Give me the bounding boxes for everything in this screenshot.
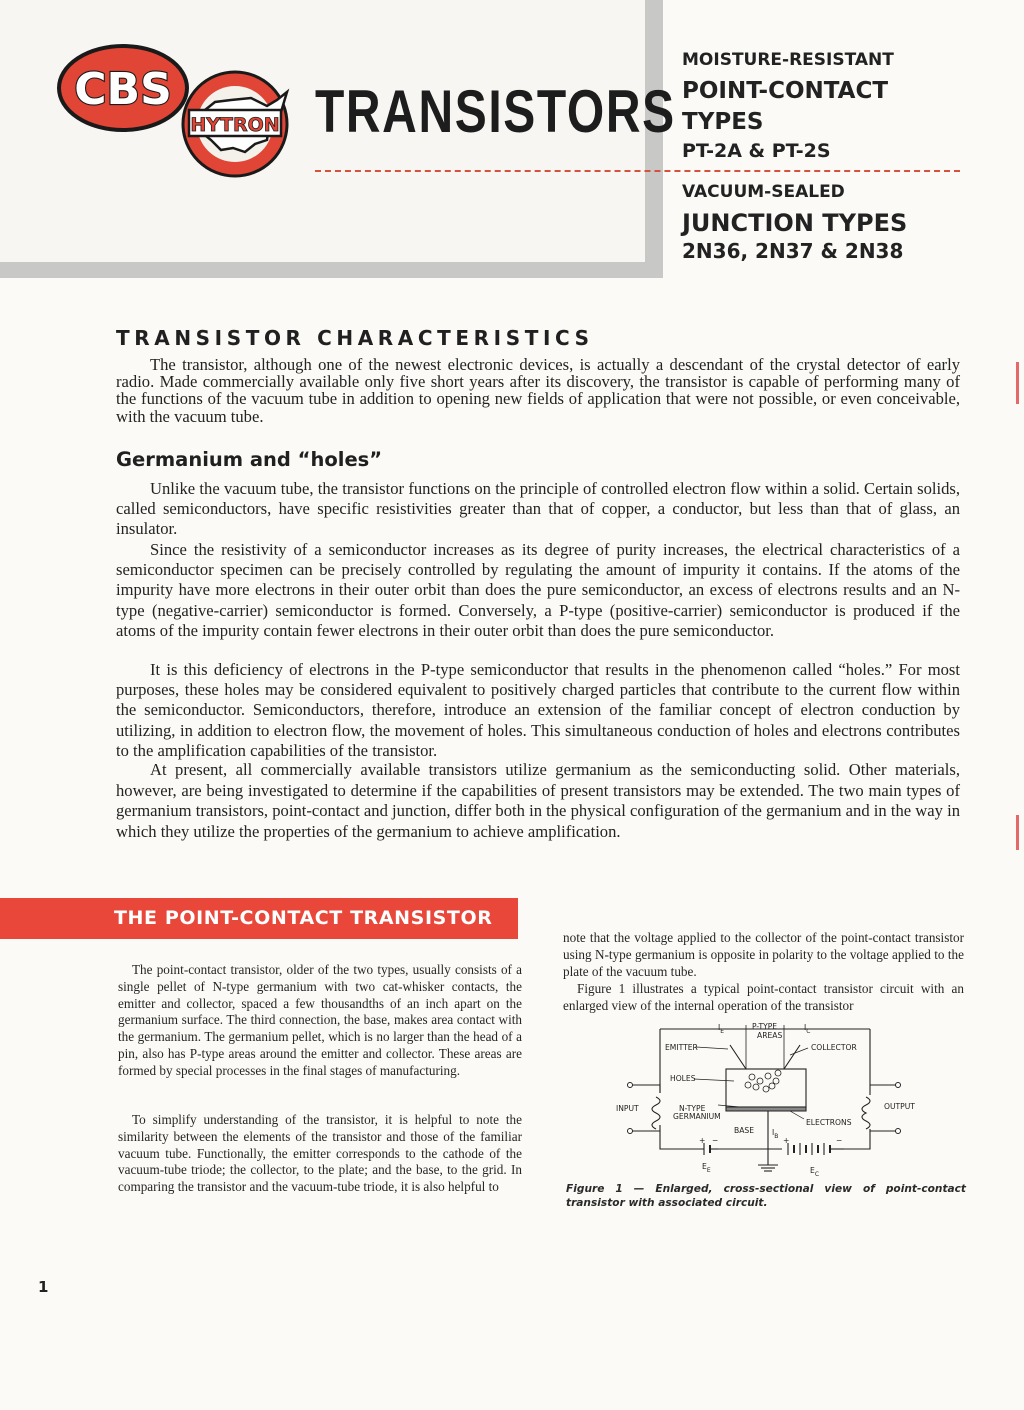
cbs-letters: CBS: [74, 64, 172, 115]
header-line-junction: JUNCTION TYPES: [682, 209, 908, 237]
header-shadow: [0, 262, 663, 278]
label-ib-main: I: [772, 1128, 775, 1137]
label-minus-ec: −: [836, 1136, 843, 1145]
label-input: INPUT: [616, 1104, 639, 1113]
header-line-types: TYPES: [682, 109, 764, 135]
page-title: TRANSISTORS: [315, 78, 676, 145]
body-paragraph: Unlike the vacuum tube, the transistor functions on the principle of controlled electron flow within a solid. Certain solids, called semiconductors, have specific resistivities greater than that of copper, a conductor, but less than that of glass, an insulator.: [116, 479, 960, 539]
subheading: Germanium and “holes”: [116, 448, 383, 471]
label-emitter: EMITTER: [665, 1043, 698, 1052]
label-base: BASE: [734, 1126, 755, 1135]
label-germanium: GERMANIUM: [673, 1112, 721, 1121]
left-column-paragraph: To simplify understanding of the transistor, it is helpful to note the similarity between the elements of the transistor and those of the familiar vacuum tube. Functionally, the emitter corresponds to the cathode of the vacuum-tube triode; the collector, to the plate; and the base, to the grid. In comparing the transistor and the vacuum-tube triode, it is also helpful to: [118, 1112, 522, 1195]
label-ib: [772, 1128, 778, 1140]
label-ib-sub: B: [774, 1133, 779, 1140]
label-ic-main: I: [804, 1023, 807, 1032]
label-ee-main: E: [702, 1162, 707, 1171]
margin-mark: [1016, 362, 1019, 404]
label-ee-sub: E: [706, 1167, 711, 1174]
header-line-2n-models: 2N36, 2N37 & 2N38: [682, 239, 904, 263]
page-number: 1: [38, 1278, 49, 1296]
intro-paragraph: The transistor, although one of the newest electronic devices, is actually a descendant of the crystal detector of early radio. Made commercially available only five short years after its discovery, the transistor is capable of performing many of the functions of the vacuum tube in addition to opening new fields of application that were not possible, or even conceivable, with the vacuum tube.: [116, 355, 960, 426]
header-line-vacuum: VACUUM-SEALED: [682, 182, 845, 202]
label-ie: [718, 1023, 724, 1035]
label-ie-main: I: [718, 1023, 721, 1032]
hytron-wordmark: HYTRON: [190, 114, 280, 136]
header-divider: [315, 170, 960, 172]
label-collector: COLLECTOR: [811, 1043, 857, 1052]
cbs-hytron-logo: [55, 40, 305, 180]
label-ic: [804, 1023, 810, 1035]
label-ee: [702, 1162, 711, 1174]
label-minus-ee: −: [712, 1136, 719, 1145]
header-line-pt-models: PT-2A & PT-2S: [682, 140, 831, 162]
right-column-paragraph: note that the voltage applied to the collector of the point-contact transistor using N-type germanium is opposite in polarity to the voltage applied to the plate of the vacuum tube.: [563, 930, 964, 979]
margin-mark: [1016, 815, 1019, 850]
body-paragraph: Since the resistivity of a semiconductor increases as its degree of purity increases, the electrical characteristics of a semiconductor specimen can be precisely controlled by regulating the amount of impurity it contains. If the atoms of the impurity have more electrons in their outer orbit than does the pure semiconductor, an excess of electrons results and an N-type (negative-carrier) semiconductor is formed. Conversely, a P-type (positive-carrier) semiconductor is produced if the atoms of the impurity contain fewer electrons in their outer orbit than does the pure semiconductor.: [116, 540, 960, 640]
label-ec: [810, 1166, 819, 1178]
body-paragraph: At present, all commercially available transistors utilize germanium as the semiconducting solid. Other materials, however, are being investigated to determine if the capabilities of present transistors may be extended. The two main types of germanium transistors, point-contact and junction, differ both in the physical configuration of the germanium and in the way in which they utilize the properties of the germanium to achieve amplification.: [116, 760, 960, 841]
label-ie-sub: E: [720, 1028, 725, 1035]
label-electrons: ELECTRONS: [806, 1118, 852, 1127]
label-areas: AREAS: [757, 1031, 783, 1040]
label-plus-ec: +: [783, 1136, 790, 1145]
label-p-type: P-TYPE: [752, 1022, 778, 1031]
header-line-moisture: MOISTURE-RESISTANT: [682, 50, 894, 70]
banner-title: THE POINT-CONTACT TRANSISTOR: [114, 907, 493, 929]
label-plus-ee: +: [699, 1136, 706, 1145]
body-paragraph: It is this deficiency of electrons in the P-type semiconductor that results in the phenomenon called “holes.” For most purposes, these holes may be considered equivalent to positively charged particles that contribute to the current flow within the semiconductor. Semiconductors, therefore, introduce an extension of the familiar concept of electron conduction by utilizing, in addition to electron flow, the movement of holes. This simultaneous conduction of holes and electrons contributes to the amplification capabilities of the transistor.: [116, 660, 960, 760]
holes-cluster: [745, 1070, 781, 1092]
label-ic-sub: C: [806, 1028, 811, 1035]
left-column-paragraph: The point-contact transistor, older of the two types, usually consists of a single pellet of N-type germanium with two cat-whisker contacts, the emitter and collector, spaced a few thousandths of an inch apart on the germanium surface. The third connection, the base, makes area contact with the germanium. The germanium pellet, which is no larger than the head of a pin, also has P-type areas around the emitter and collector. These areas are formed by special processes in the final stages of manufacturing.: [118, 962, 522, 1078]
label-n-type: N-TYPE: [679, 1104, 706, 1113]
section-heading: TRANSISTOR CHARACTERISTICS: [116, 326, 594, 350]
figure-caption: Figure 1 — Enlarged, cross-sectional view of point-contact transistor with associated circuit.: [566, 1183, 966, 1209]
label-ec-sub: C: [814, 1171, 820, 1178]
circuit-diagram: [600, 1015, 940, 1180]
label-holes: HOLES: [670, 1074, 696, 1083]
right-column-paragraph: Figure 1 illustrates a typical point-contact transistor circuit with an enlarged view of the internal operation of the transistor: [563, 981, 964, 1013]
header-line-point-contact: POINT-CONTACT: [682, 78, 889, 104]
label-output: OUTPUT: [884, 1102, 915, 1111]
label-ec-main: E: [810, 1166, 815, 1175]
